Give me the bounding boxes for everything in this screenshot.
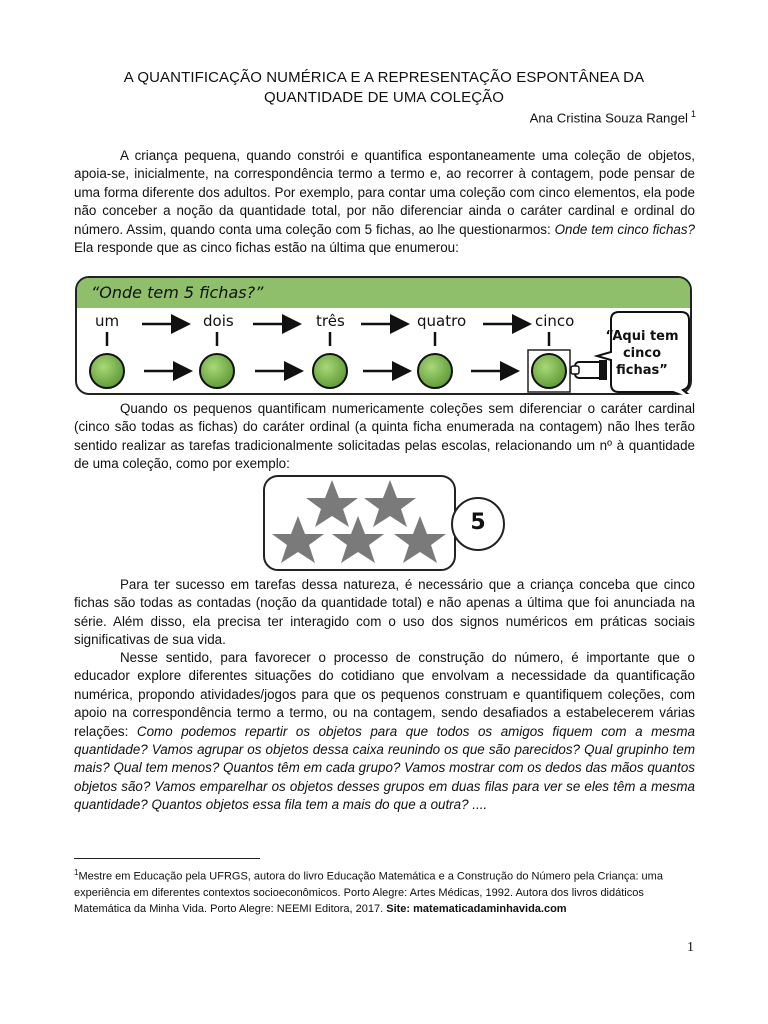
paragraph-3 [74, 576, 695, 650]
counting-figure-title: “Onde tem 5 fichas?” [91, 283, 264, 302]
title-line-2: QUANTIDADE DE UMA COLEÇÃO [263, 89, 505, 106]
speech-bubble-text [605, 328, 679, 379]
token-icon [418, 354, 452, 388]
token-icon [532, 354, 566, 388]
speech-bubble-line-2: cinco [622, 346, 662, 361]
paragraph-2-text: Quando os pequenos quantificam numericamente coleções sem diferenciar o caráter cardinal (cinco são todas as fichas) do caráter ordinal (a quinta ficha enumerada na contagem) não lhes terão sentido realizar as tarefas tradicionalmente solicitadas pelas escolas, relacionando um nº à quantidade de uma coleção, como por exemplo: [74, 401, 695, 472]
counting-figure-graphics [75, 276, 691, 394]
pointing-hand-icon [571, 360, 607, 380]
author-line [530, 109, 696, 125]
footnote-number: 1 [74, 868, 79, 877]
paragraph-1-text: A criança pequena, quando constrói e quantifica espontaneamente uma coleção de objetos, apoia-se, inicialmente, na correspondência termo a termo e, ao recorrer à contagem, pode pensar de uma forma diferente dos adultos. Por exemplo, para contar uma coleção com cinco elementos, ela pode não conceber a noção da quantidade total, por não diferenciar ainda o caráter cardinal e ordinal do número. Assim, quando conta uma coleção com 5 fichas, ao lhe questionarmos: [74, 148, 695, 237]
footnote-text: Mestre em Educação pela UFRGS, autora do livro Educação Matemática e a Construção do Número pela Criança: uma experiência em diferentes contextos socioeconômicos. Porto Alegre: Artes Médicas, 1992. Autora dos livros didáticos Matemática da Minha Vida. Porto Alegre: NEEMI Editora, 2017. [74, 870, 663, 915]
paragraph-1-question: Onde tem cinco fichas? [554, 221, 695, 237]
paragraph-4-text: Nesse sentido, para favorecer o processo de construção do número, é importante que o educador explore diferentes situações do cotidiano que envolvam a necessidade da quantificação numérica, propondo atividades/jogos para que os pequenos construam e quantifiquem coleções, com apoio na correspondência termo a termo, ou na contagem, sendo desafiados a estabelecerem várias relações: [74, 650, 695, 739]
count-label-dois: dois [203, 312, 234, 330]
footnote-site-link[interactable]: Site: matematicadaminhavida.com [386, 902, 567, 915]
count-label-tres: três [316, 312, 345, 330]
paragraph-4 [74, 649, 695, 815]
token-icon [200, 354, 234, 388]
author-name: Ana Cristina Souza Rangel [529, 110, 688, 126]
title-line-1: A QUANTIFICAÇÃO NUMÉRICA E A REPRESENTAÇÃO ESPONTÂNEA DA [123, 69, 645, 86]
paragraph-2 [74, 400, 695, 474]
count-label-quatro: quatro [417, 312, 467, 330]
footnote [74, 865, 700, 917]
paragraph-3-text: Para ter sucesso em tarefas dessa natureza, é necessário que a criança conceba que cinco fichas são todas as contadas (noção da quantidade total) e não apenas a última que foi anunciada na série. Além disso, ela precisa ter interagido com o uso dos signos numéricos em práticas sociais significativas de sua vida. [74, 577, 695, 648]
page-number: 1 [687, 940, 694, 955]
speech-bubble-line-3: fichas” [616, 363, 668, 378]
token-icon [313, 354, 347, 388]
stars-number: 5 [470, 510, 486, 535]
paragraph-1 [74, 147, 695, 257]
footnote-divider [74, 858, 260, 859]
paragraph-1-end: Ela responde que as cinco fichas estão na última que enumerou: [74, 240, 459, 256]
token-icon [90, 354, 124, 388]
document-title [74, 68, 694, 108]
count-label-cinco: cinco [535, 312, 575, 330]
paragraph-4-questions: Como podemos repartir os objetos para que todos os amigos fiquem com a mesma quantidade? Vamos agrupar os objetos dessa caixa reunindo os que são parecidos? Qual grupinho tem mais? Qual tem menos? Quantos têm em cada grupo? Vamos mostrar com os dedos das mãos quantos objetos são? Vamos emparelhar os objetos desses grupos em duas filas para ver se eles têm a mesma quantidade? Quantos objetos essa fila tem a mais do que a outra? .... [74, 723, 696, 813]
author-footnote-ref: 1 [690, 109, 696, 119]
count-label-um: um [95, 312, 120, 330]
speech-bubble-line-1: “Aqui tem [605, 329, 679, 344]
counting-figure [75, 276, 691, 394]
